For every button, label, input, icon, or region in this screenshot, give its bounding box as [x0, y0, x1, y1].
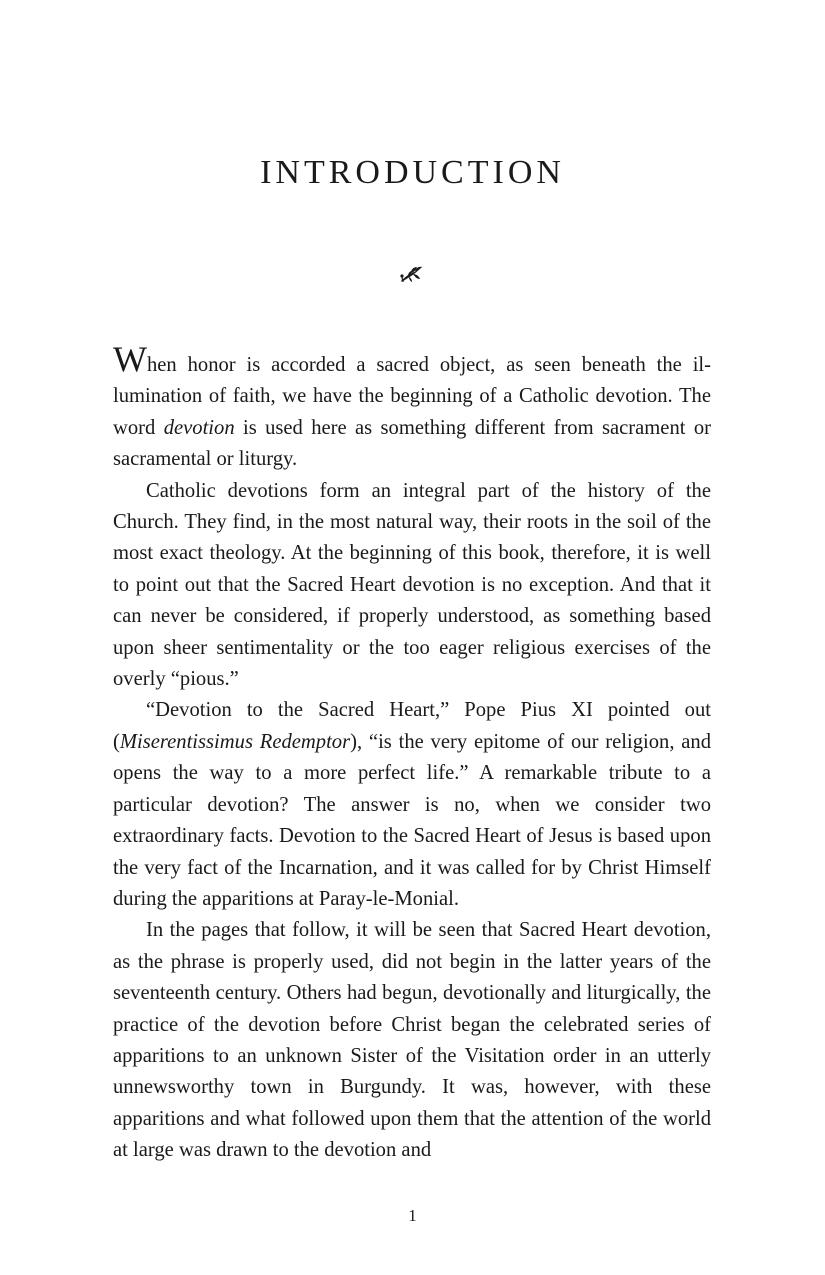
- italic-citation: Miserentissimus Redemptor: [119, 730, 351, 753]
- body-text: [113, 339, 712, 1167]
- paragraph-text: is used here as something different from sacrament or sacramental or liturgy.: [113, 416, 711, 471]
- page-number: 1: [408, 1206, 417, 1225]
- italic-term: devotion: [163, 416, 235, 439]
- paragraph-text: hen honor is accorded a sacred object, as seen beneath the illumination of faith, we have the beginning of a Catholic devotion. The word: [113, 354, 711, 439]
- paragraph: [113, 476, 711, 696]
- paragraph: [113, 695, 711, 915]
- paragraph-text: In the pages that follow, it will be seen that Sacred Heart devotion, as the phrase is properly used, did not begin in the latter years of the seventeenth century. Others had begun, devotionally and liturgically, the practice of the devotion before Christ began the celebrated series of apparitions to an unknown Sister of the Visitation order in an utterly unnewsworthy town in Burgundy. It was, however, with these apparitions and what followed upon them that the attention of the world at large was drawn to the devotion and: [113, 919, 711, 1162]
- paragraph: [113, 915, 711, 1166]
- paragraph-text: ), “is the very epitome of our religion, and opens the way to a more perfect life.” A remarkable tribute to a particular devotion? The answer is no, when we consider two extraordinary facts. Devotion to the Sacred Heart of Jesus is based upon the very fact of the Incarnation, and it was called for by Christ Himself during the apparitions at Paray-le-Monial.: [113, 730, 712, 910]
- paragraph: [113, 339, 711, 476]
- fleuron-icon: [399, 262, 426, 284]
- paragraph-text: Catholic devotions form an integral part of the history of the Church. They find, in the most natural way, their roots in the soil of the most exact theology. At the beginning of this book, therefore, it is well to point out that the Sacred Heart devotion is no exception. And that it can never be considered, if properly understood, as something based upon sheer sentimentality or the too eager religious exercises of the overly “pious.”: [113, 479, 711, 691]
- chapter-title: INTRODUCTION: [260, 154, 565, 191]
- drop-cap: W: [113, 339, 147, 379]
- paragraph-text: “Devotion to the Sacred Heart,” Pope Pius XI pointed out (: [113, 699, 711, 753]
